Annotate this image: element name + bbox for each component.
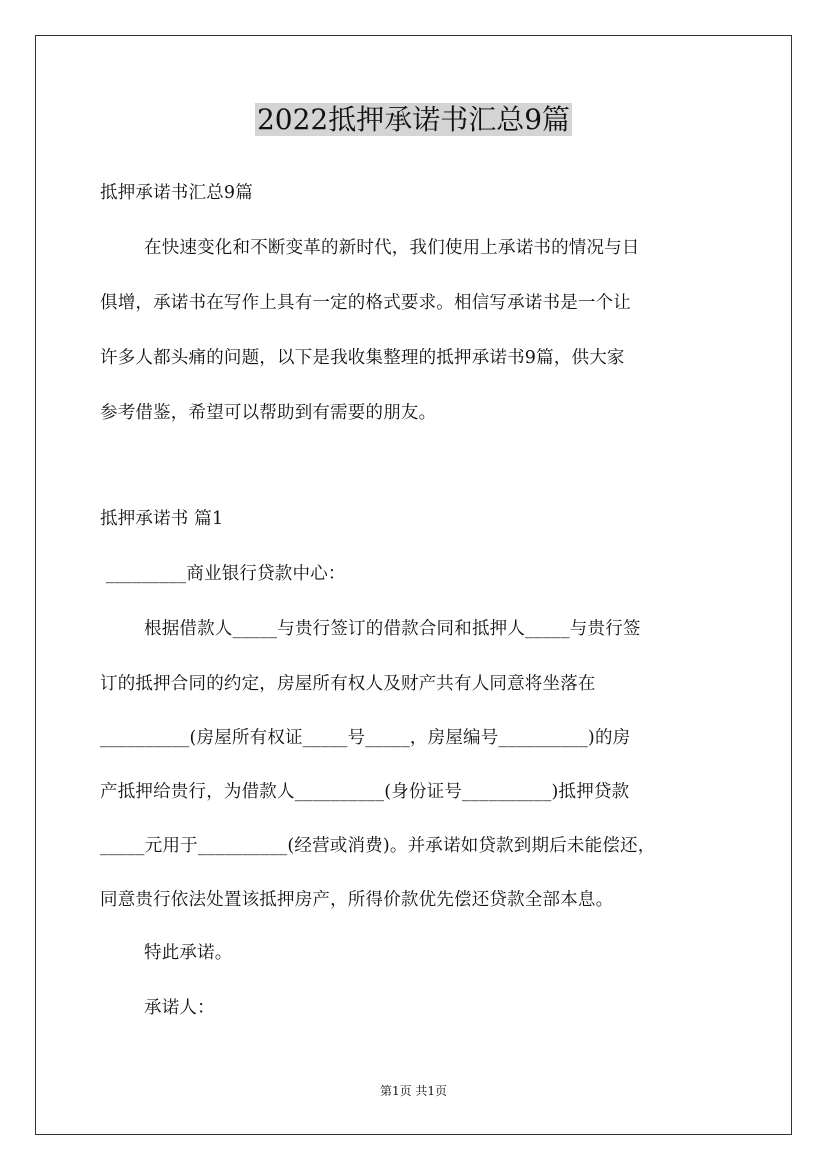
body-line: 产抵押给贵行，为借款人__________(身份证号__________)抵押贷款 (100, 782, 630, 802)
body-line: __________(房屋所有权证_____号_____，房屋编号__________)的房 (100, 728, 631, 748)
document-title-text: 2022抵押承诺书汇总9篇 (256, 103, 571, 136)
body-line: 根据借款人_____与贵行签订的借款合同和抵押人_____与贵行签 (144, 619, 641, 639)
body-line: 订的抵押合同的约定，房屋所有权人及财产共有人同意将坐落在 (100, 674, 596, 694)
section-heading: 抵押承诺书 篇1 (100, 509, 224, 529)
body-line: _____元用于__________(经营或消费)。并承诺如贷款到期后未能偿还， (100, 836, 656, 856)
signature-label: 承诺人： (144, 998, 215, 1018)
intro-line: 在快速变化和不断变革的新时代，我们使用上承诺书的情况与日 (144, 238, 640, 258)
intro-line: 俱增，承诺书在写作上具有一定的格式要求。相信写承诺书是一个让 (100, 293, 631, 313)
document-title (0, 100, 827, 140)
document-subtitle: 抵押承诺书汇总9篇 (100, 183, 253, 203)
page-number-footer: 第1页 共1页 (379, 1084, 448, 1098)
closing-line: 特此承诺。 (144, 943, 233, 963)
addressee-line: _________商业银行贷款中心： (100, 564, 346, 584)
intro-line: 参考借鉴，希望可以帮助到有需要的朋友。 (100, 403, 437, 423)
body-line: 同意贵行依法处置该抵押房产，所得价款优先偿还贷款全部本息。 (100, 890, 614, 910)
intro-line: 许多人都头痛的问题，以下是我收集整理的抵押承诺书9篇，供大家 (100, 348, 625, 368)
